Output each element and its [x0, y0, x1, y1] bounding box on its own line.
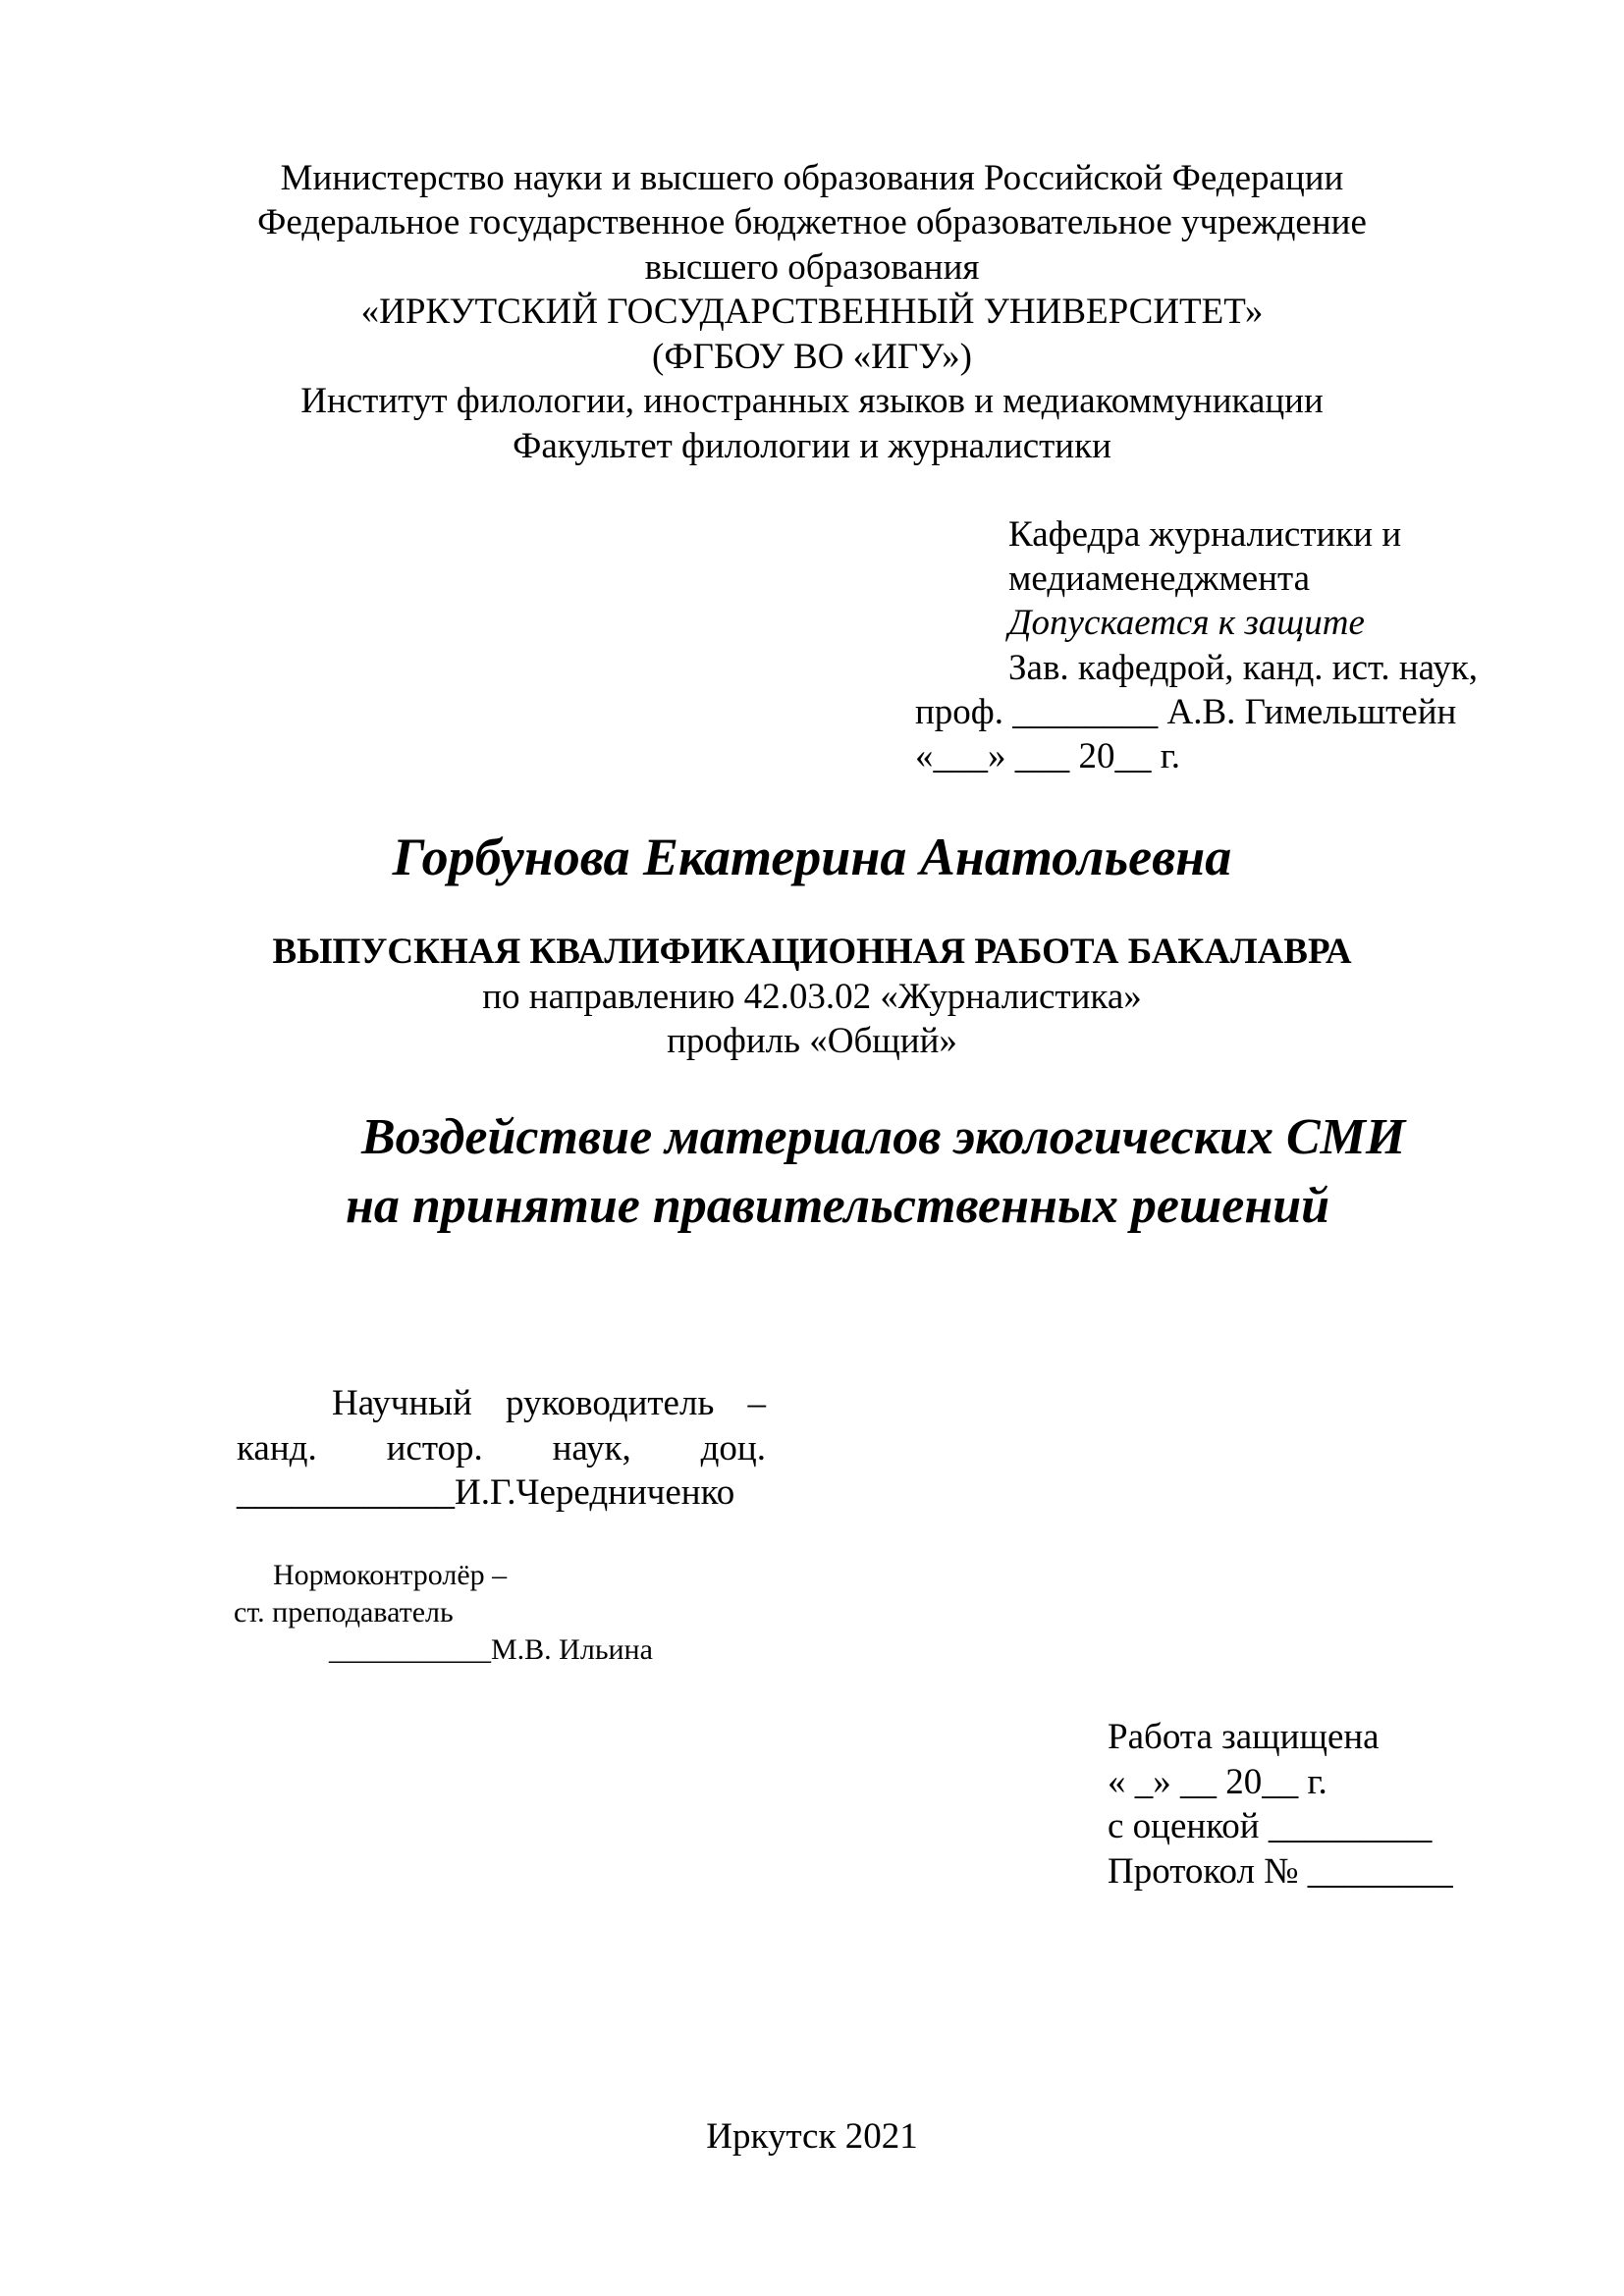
- defense-grade-blank: _________: [1268, 1806, 1433, 1846]
- supervisor-degree-word-1: канд.: [237, 1428, 317, 1468]
- faculty-line: Факультет филологии и журналистики: [513, 426, 1111, 466]
- city-year: Иркутск 2021: [706, 2116, 918, 2157]
- topic-line-1: Воздействие материалов экологических СМИ: [361, 1109, 1406, 1165]
- defense-grade-line: [1108, 1808, 1432, 1844]
- institution-level-line: высшего образования: [644, 247, 980, 288]
- work-type: ВЫПУСКНАЯ КВАЛИФИКАЦИОННАЯ РАБОТА БАКАЛАВРА: [272, 932, 1352, 972]
- admit-to-defense: Допускается к защите: [1008, 603, 1365, 643]
- supervisor-role-line: [332, 1385, 766, 1421]
- defense-protocol-line: [1108, 1853, 1453, 1890]
- supervisor-role-dash: –: [747, 1383, 766, 1423]
- head-name: А.В. Гимельштейн: [1166, 692, 1457, 732]
- supervisor-degree-line: [237, 1430, 766, 1467]
- supervisor-signature-blank: ____________: [237, 1472, 455, 1513]
- normcontrol-name: М.В. Ильина: [491, 1633, 653, 1666]
- institute-line: Институт филологии, иностранных языков и медиакоммуникации: [300, 381, 1324, 421]
- department-line-1: Кафедра журналистики и: [1008, 514, 1402, 555]
- defense-protocol-label: Протокол №: [1108, 1851, 1299, 1892]
- defense-date-line: « _» __ 20__ г.: [1108, 1762, 1327, 1802]
- normcontrol-signature-line: [329, 1635, 653, 1665]
- head-signature-blank: ________: [1012, 692, 1159, 732]
- normcontrol-position: ст. преподаватель: [234, 1596, 454, 1629]
- head-position-line: [1008, 650, 1514, 686]
- institution-line: Федеральное государственное бюджетное образовательное учреждение: [257, 202, 1367, 242]
- approval-date-line: «___» ___ 20__ г.: [915, 736, 1181, 776]
- supervisor-degree-word-2: истор.: [386, 1428, 483, 1468]
- defense-grade-label: с оценкой: [1108, 1806, 1260, 1846]
- head-signature-line: [915, 694, 1456, 730]
- defense-protocol-blank: ________: [1307, 1851, 1453, 1892]
- supervisor-name: И.Г.Чередниченко: [455, 1472, 735, 1513]
- head-position: Зав. кафедрой, канд. ист. наук,: [1008, 648, 1478, 688]
- supervisor-degree-word-4: доц.: [700, 1428, 766, 1468]
- topic-line-2: на принятие правительственных решений: [346, 1178, 1330, 1234]
- supervisor-signature-line: [237, 1474, 734, 1511]
- work-direction: по направлению 42.03.02 «Журналистика»: [482, 977, 1142, 1017]
- author-name: Горбунова Екатерина Анатольевна: [392, 828, 1232, 886]
- defense-title: Работа защищена: [1108, 1717, 1380, 1757]
- supervisor-degree-word-3: наук,: [552, 1428, 631, 1468]
- university-name: «ИРКУТСКИЙ ГОСУДАРСТВЕННЫЙ УНИВЕРСИТЕТ»: [360, 292, 1264, 332]
- normcontrol-role: Нормоконтролёр –: [273, 1559, 508, 1591]
- supervisor-role-word-2: руководитель: [506, 1383, 715, 1423]
- normcontrol-signature-blank: ___________: [329, 1633, 491, 1666]
- university-abbreviation: (ФГБОУ ВО «ИГУ»): [652, 337, 972, 377]
- work-profile: профиль «Общий»: [667, 1021, 957, 1061]
- department-line-2: медиаменеджмента: [1008, 559, 1311, 599]
- head-prefix: проф.: [915, 692, 1004, 732]
- supervisor-role-word-1: Научный: [332, 1383, 472, 1423]
- ministry-line: Министерство науки и высшего образования Российской Федерации: [280, 158, 1344, 198]
